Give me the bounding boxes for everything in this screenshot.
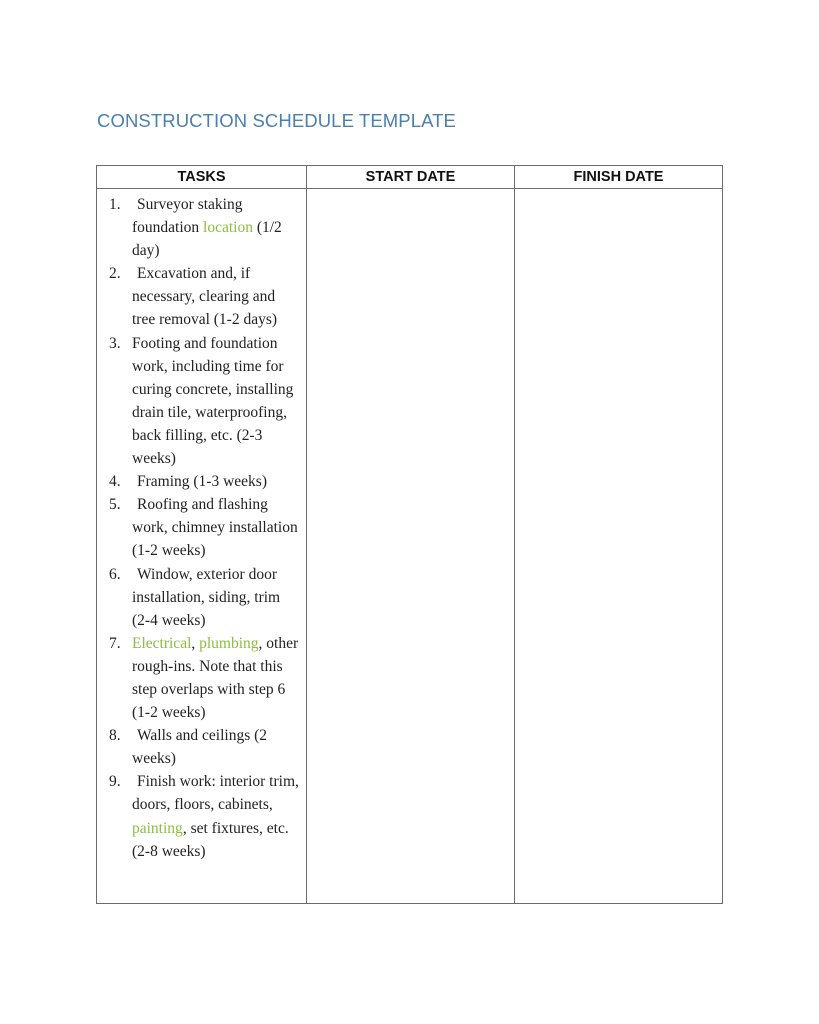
task-number: 2. [109,265,121,283]
task-highlight-text: painting [132,819,183,837]
task-number: 3. [109,334,121,352]
task-text: Surveyor staking foundation [132,196,243,237]
task-text: Walls and ceilings (2 weeks) [132,727,268,768]
task-text: Window, exterior door installation, siding, trim (2-4 weeks) [132,565,281,629]
task-highlight-text: Electrical [132,634,192,652]
task-number: 9. [109,773,121,791]
tasks-cell[interactable] [97,189,307,904]
header-row [97,166,723,189]
task-highlight-text: plumbing [199,634,259,652]
start-date-cell[interactable] [307,189,515,904]
finish-date-cell[interactable] [515,189,723,904]
header-tasks: TASKS [97,166,307,189]
task-item [97,724,300,770]
task-item [97,262,300,331]
task-highlight-text: location [203,219,253,237]
task-number: 6. [109,565,121,583]
task-list [97,189,306,863]
task-text: , [191,634,200,652]
task-item [97,470,300,493]
task-text: , set fixtures, etc. (2-8 weeks) [132,819,289,860]
task-text: Excavation and, if necessary, clearing and tree removal (1-2 days) [132,265,278,329]
task-number: 4. [109,473,121,491]
task-item [97,332,300,471]
task-number: 8. [109,727,121,745]
task-text: , other rough-ins. Note that this step overlaps with step 6 (1-2 weeks) [132,634,299,722]
task-text: Finish work: interior trim, doors, floors, cabinets, [132,773,299,814]
task-item [97,493,300,562]
task-number: 7. [109,634,121,652]
task-item [97,770,300,862]
task-item [97,563,300,632]
task-item [97,193,300,262]
header-finish-date: FINISH DATE [515,166,723,189]
task-item [97,632,300,724]
task-text: (1/2 day) [132,219,282,260]
task-text: Roofing and flashing work, chimney installation (1-2 weeks) [132,496,298,560]
task-text: Footing and foundation work, including time for curing concrete, installing drain tile, waterproofing, back filling, etc. (2-3 weeks) [132,334,294,468]
task-text: Framing (1-3 weeks) [137,473,267,491]
task-number: 5. [109,496,121,514]
table-row [97,189,723,904]
document-title: CONSTRUCTION SCHEDULE TEMPLATE [97,110,456,131]
task-number: 1. [109,196,121,213]
header-start-date: START DATE [307,166,515,189]
schedule-table [96,165,723,904]
